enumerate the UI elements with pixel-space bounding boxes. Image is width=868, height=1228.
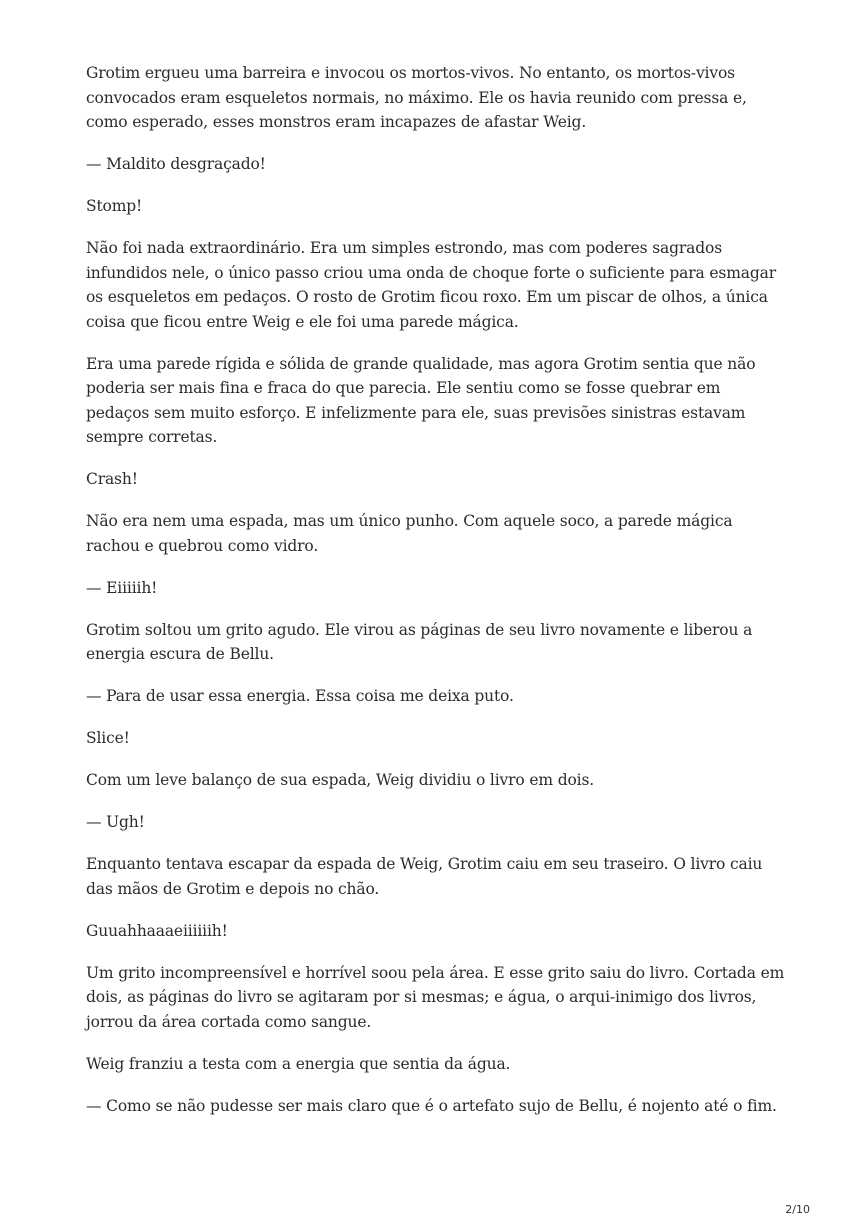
paragraph-9: Grotim soltou um grito agudo. Ele virou as páginas de seu livro novamente e liberou a energia escura de Bellu.: [86, 620, 753, 663]
paragraph-16: Um grito incompreensível e horrível soou pela área. E esse grito saiu do livro. Cortada em dois, as páginas do livro se agitaram por si mesmas; e água, o arqui-inimigo dos livros, jorrou da área cortada como sangue.: [86, 963, 785, 1031]
page-body-text: [86, 61, 786, 1136]
paragraph-18: — Como se não pudesse ser mais claro que é o artefato sujo de Bellu, é nojento até o fim.: [86, 1096, 777, 1115]
paragraph-14: Enquanto tentava escapar da espada de Weig, Grotim caiu em seu traseiro. O livro caiu das mãos de Grotim e depois no chão.: [86, 855, 763, 898]
paragraph-15: Guuahhaaaeiiiiiih!: [86, 921, 228, 940]
paragraph-11: Slice!: [86, 729, 130, 747]
paragraph-12: Com um leve balanço de sua espada, Weig dividiu o livro em dois.: [86, 771, 595, 789]
paragraph-7: Não era nem uma espada, mas um único punho. Com aquele soco, a parede mágica rachou e quebrou como vidro.: [86, 512, 733, 555]
paragraph-3: Stomp!: [86, 197, 143, 215]
page-number: 2/10: [785, 1203, 810, 1216]
paragraph-10: — Para de usar essa energia. Essa coisa me deixa puto.: [86, 687, 514, 705]
paragraph-5: Era uma parede rígida e sólida de grande qualidade, mas agora Grotim sentia que não poderia ser mais fina e fraca do que parecia. Ele sentiu como se fosse quebrar em pedaços sem muito esforço. E infelizmente para ele, suas previsões sinistras estavam sempre corretas.: [86, 354, 756, 446]
paragraph-2: — Maldito desgraçado!: [86, 155, 266, 173]
paragraph-17: Weig franziu a testa com a energia que sentia da água.: [86, 1054, 511, 1073]
paragraph-4: Não foi nada extraordinário. Era um simples estrondo, mas com poderes sagrados infundidos nele, o único passo criou uma onda de choque forte o suficiente para esmagar os esqueletos em pedaços. O rosto de Grotim ficou roxo. Em um piscar de olhos, a única coisa que ficou entre Weig e ele foi uma parede mágica.: [86, 239, 776, 331]
paragraph-1: Grotim ergueu uma barreira e invocou os mortos-vivos. No entanto, os mortos-vivos convocados eram esqueletos normais, no máximo. Ele os havia reunido com pressa e, como esperado, esses monstros eram incapazes de afastar Weig.: [86, 64, 747, 131]
paragraph-8: — Eiiiiih!: [86, 578, 158, 597]
paragraph-6: Crash!: [86, 470, 138, 488]
paragraph-13: — Ugh!: [86, 813, 145, 831]
